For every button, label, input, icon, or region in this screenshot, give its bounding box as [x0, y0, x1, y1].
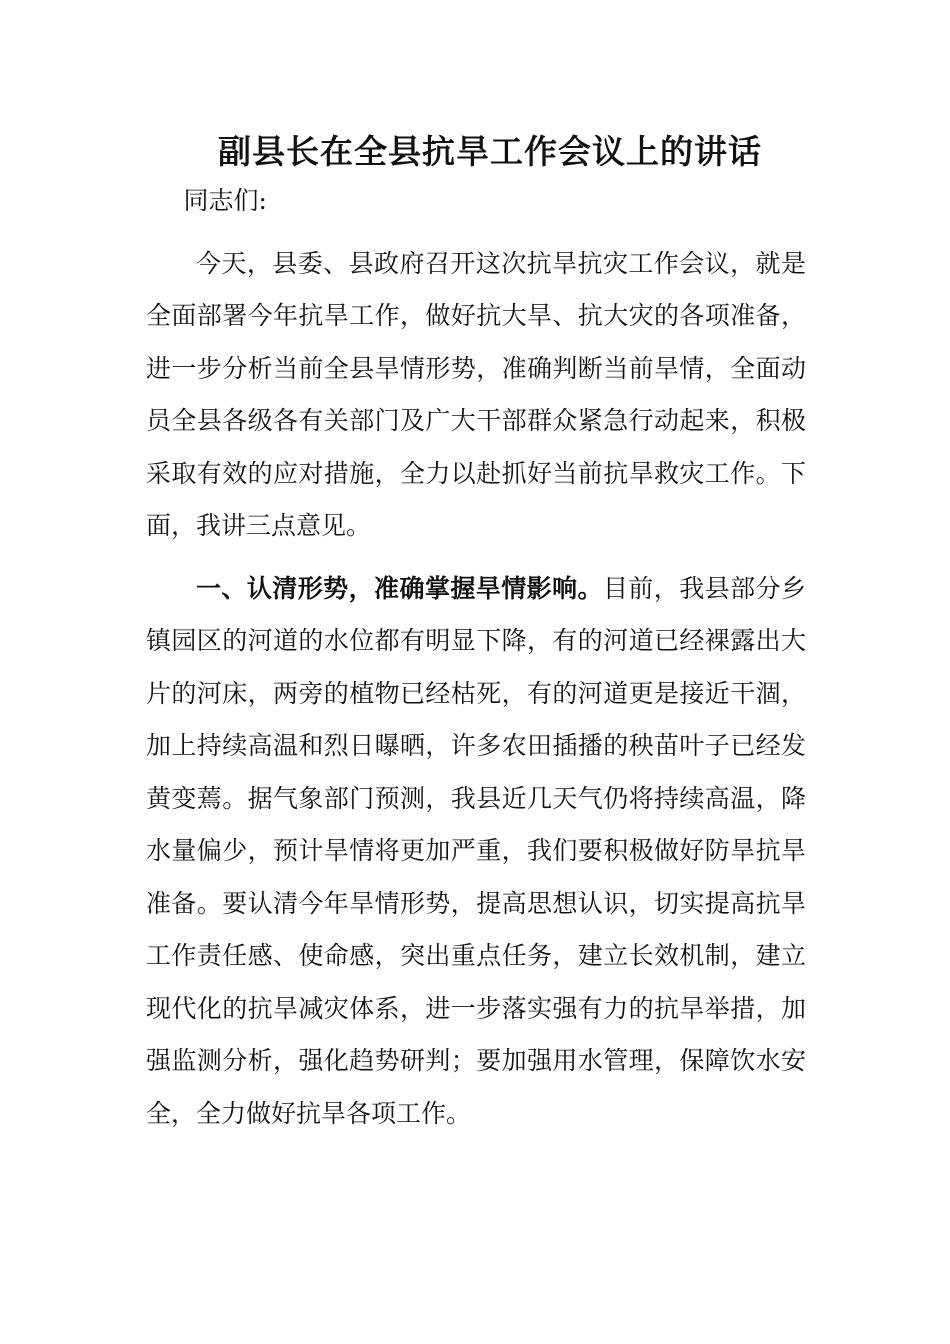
- section-1-paragraph: [146, 563, 806, 1141]
- section-1-body: 目前，我县部分乡镇园区的河道的水位都有明显下降，有的河道已经裸露出大片的河床，两旁的植物已经枯死，有的河道更是接近干涸，加上持续高温和烈日曝晒，许多农田插播的秧苗叶子已经发黄变蔫。据气象部门预测，我县近几天气仍将持续高温，降水量偏少，预计旱情将更加严重，我们要积极做好防旱抗旱准备。要认清今年旱情形势，提高思想认识，切实提高抗旱工作责任感、使命感，突出重点任务，建立长效机制，建立现代化的抗旱减灾体系，进一步落实强有力的抗旱举措，加强监测分析，强化趋势研判；要加强用水管理，保障饮水安全，全力做好抗旱各项工作。: [146, 573, 806, 1128]
- salutation: 同志们:: [183, 186, 267, 215]
- section-1-heading: 一、认清形势，准确掌握旱情影响。: [196, 573, 603, 603]
- document-body: [146, 175, 806, 1140]
- intro-paragraph: 今天，县委、县政府召开这次抗旱抗灾工作会议，就是全面部署今年抗旱工作，做好抗大旱、抗大灾的各项准备，进一步分析当前全县旱情形势，准确判断当前旱情，全面动员全县各级各有关部门及广大干部群众紧急行动起来，积极采取有效的应对措施，全力以赴抓好当前抗旱救灾工作。下面，我讲三点意见。: [146, 248, 806, 540]
- document-title: 副县长在全县抗旱工作会议上的讲话: [218, 132, 762, 171]
